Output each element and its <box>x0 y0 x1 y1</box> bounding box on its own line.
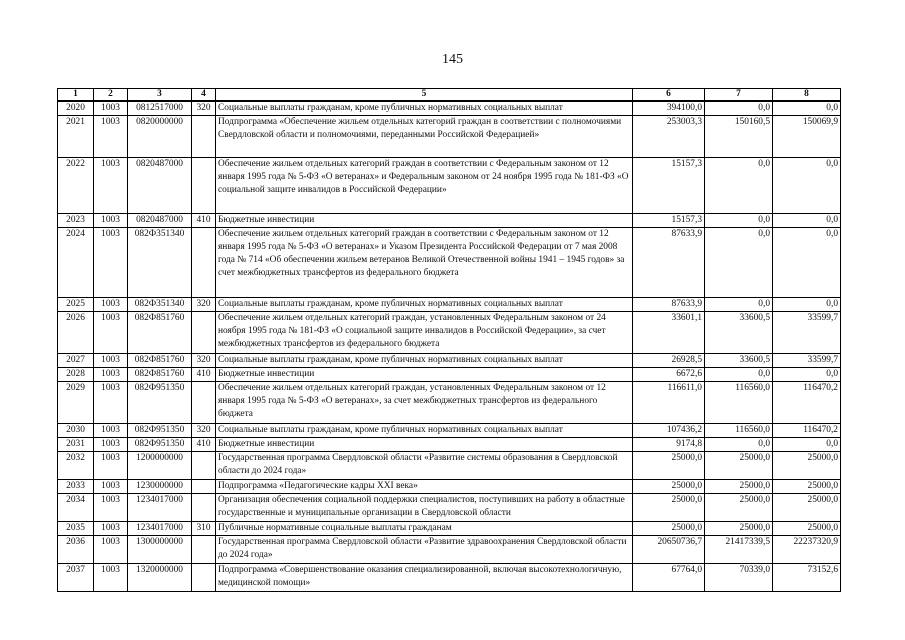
target-article-cell: 0820487000 <box>128 158 192 214</box>
amount-col7-cell: 25000,0 <box>705 480 773 494</box>
table-row <box>58 158 841 214</box>
section-code-cell: 1003 <box>94 228 128 298</box>
target-article-cell: 082Ф351340 <box>128 228 192 298</box>
amount-col8-cell: 25000,0 <box>773 522 841 536</box>
amount-col6-cell: 25000,0 <box>633 480 705 494</box>
section-code-cell: 1003 <box>94 424 128 438</box>
amount-col7-cell: 0,0 <box>705 158 773 214</box>
target-article-cell: 1200000000 <box>128 452 192 480</box>
amount-col8-cell: 22237320,9 <box>773 536 841 564</box>
row-number-cell: 2034 <box>58 494 94 522</box>
item-name-cell: Подпрограмма «Обеспечение жильем отдельных категорий граждан в соответствии с полномочиями Свердловской области и полномочиями, переданными Российской Федерацией» <box>216 116 633 158</box>
amount-col6-cell: 25000,0 <box>633 452 705 480</box>
target-article-cell: 082Ф951350 <box>128 438 192 452</box>
section-code-cell: 1003 <box>94 382 128 424</box>
target-article-cell: 1234017000 <box>128 522 192 536</box>
item-name-cell: Публичные нормативные социальные выплаты гражданам <box>216 522 633 536</box>
item-name-cell: Обеспечение жильем отдельных категорий граждан, установленных Федеральным законом от 24 ноября 1995 года № 181-ФЗ «О социальной защите инвалидов в Российской Федерации», за счет межбюджетных трансфертов из федерального бюджета <box>216 312 633 354</box>
amount-col6-cell: 25000,0 <box>633 522 705 536</box>
amount-col8-cell: 0,0 <box>773 228 841 298</box>
item-name-cell: Обеспечение жильем отдельных категорий граждан в соответствии с Федеральным законом от 12 января 1995 года № 5-ФЗ «О ветеранах» и Федеральным законом от 24 ноября 1995 года № 181-ФЗ «О социальной защите инвалидов в Российской Федерации» <box>216 158 633 214</box>
item-name-cell: Бюджетные инвестиции <box>216 214 633 228</box>
row-number-cell: 2035 <box>58 522 94 536</box>
amount-col6-cell: 26928,5 <box>633 354 705 368</box>
table-row <box>58 101 841 116</box>
amount-col7-cell: 33600,5 <box>705 312 773 354</box>
item-name-cell: Социальные выплаты гражданам, кроме публичных нормативных социальных выплат <box>216 101 633 116</box>
amount-col8-cell: 0,0 <box>773 438 841 452</box>
target-article-cell: 1320000000 <box>128 564 192 592</box>
expense-type-cell: 320 <box>192 354 216 368</box>
item-name-cell: Бюджетные инвестиции <box>216 438 633 452</box>
amount-col8-cell: 116470,2 <box>773 382 841 424</box>
section-code-cell: 1003 <box>94 522 128 536</box>
amount-col6-cell: 9174,8 <box>633 438 705 452</box>
section-code-cell: 1003 <box>94 101 128 116</box>
amount-col8-cell: 25000,0 <box>773 494 841 522</box>
amount-col6-cell: 87633,9 <box>633 228 705 298</box>
amount-col8-cell: 0,0 <box>773 101 841 116</box>
column-header: 5 <box>216 89 633 102</box>
item-name-cell: Государственная программа Свердловской области «Развитие здравоохранения Свердловской области до 2024 года» <box>216 536 633 564</box>
amount-col6-cell: 25000,0 <box>633 494 705 522</box>
amount-col7-cell: 25000,0 <box>705 494 773 522</box>
page-number: 145 <box>442 52 463 67</box>
amount-col8-cell: 0,0 <box>773 158 841 214</box>
expense-type-cell <box>192 536 216 564</box>
expense-type-cell <box>192 312 216 354</box>
table-row <box>58 298 841 312</box>
expense-type-cell: 320 <box>192 424 216 438</box>
row-number-cell: 2033 <box>58 480 94 494</box>
amount-col7-cell: 0,0 <box>705 101 773 116</box>
amount-col6-cell: 20650736,7 <box>633 536 705 564</box>
amount-col7-cell: 0,0 <box>705 438 773 452</box>
column-header: 4 <box>192 89 216 102</box>
column-header: 7 <box>705 89 773 102</box>
expense-type-cell: 410 <box>192 438 216 452</box>
section-code-cell: 1003 <box>94 368 128 382</box>
item-name-cell: Подпрограмма «Педагогические кадры XXI века» <box>216 480 633 494</box>
expense-type-cell: 320 <box>192 298 216 312</box>
column-header: 1 <box>58 89 94 102</box>
target-article-cell: 1300000000 <box>128 536 192 564</box>
target-article-cell: 082Ф851760 <box>128 312 192 354</box>
table-row <box>58 228 841 298</box>
target-article-cell: 0820000000 <box>128 116 192 158</box>
target-article-cell: 082Ф851760 <box>128 354 192 368</box>
amount-col7-cell: 116560,0 <box>705 382 773 424</box>
amount-col6-cell: 394100,0 <box>633 101 705 116</box>
amount-col7-cell: 70339,0 <box>705 564 773 592</box>
amount-col6-cell: 15157,3 <box>633 158 705 214</box>
row-number-cell: 2031 <box>58 438 94 452</box>
table-row <box>58 438 841 452</box>
row-number-cell: 2023 <box>58 214 94 228</box>
amount-col7-cell: 0,0 <box>705 214 773 228</box>
amount-col8-cell: 33599,7 <box>773 312 841 354</box>
section-code-cell: 1003 <box>94 564 128 592</box>
table-row <box>58 564 841 592</box>
expense-type-cell: 310 <box>192 522 216 536</box>
column-header: 2 <box>94 89 128 102</box>
target-article-cell: 082Ф951350 <box>128 424 192 438</box>
expense-type-cell: 410 <box>192 214 216 228</box>
item-name-cell: Организация обеспечения социальной поддержки специалистов, поступивших на работу в областные государственные и муниципальные организации в Свердловской области <box>216 494 633 522</box>
table-row <box>58 480 841 494</box>
section-code-cell: 1003 <box>94 116 128 158</box>
row-number-cell: 2032 <box>58 452 94 480</box>
amount-col6-cell: 107436,2 <box>633 424 705 438</box>
row-number-cell: 2021 <box>58 116 94 158</box>
amount-col8-cell: 116470,2 <box>773 424 841 438</box>
table-row <box>58 116 841 158</box>
amount-col8-cell: 25000,0 <box>773 452 841 480</box>
expense-type-cell <box>192 228 216 298</box>
header-row <box>58 89 841 102</box>
amount-col6-cell: 15157,3 <box>633 214 705 228</box>
section-code-cell: 1003 <box>94 214 128 228</box>
table-row <box>58 494 841 522</box>
row-number-cell: 2036 <box>58 536 94 564</box>
column-header: 6 <box>633 89 705 102</box>
row-number-cell: 2037 <box>58 564 94 592</box>
item-name-cell: Социальные выплаты гражданам, кроме публичных нормативных социальных выплат <box>216 354 633 368</box>
section-code-cell: 1003 <box>94 158 128 214</box>
amount-col7-cell: 0,0 <box>705 368 773 382</box>
section-code-cell: 1003 <box>94 354 128 368</box>
item-name-cell: Государственная программа Свердловской области «Развитие системы образования в Свердловской области до 2024 года» <box>216 452 633 480</box>
target-article-cell: 082Ф351340 <box>128 298 192 312</box>
amount-col7-cell: 25000,0 <box>705 522 773 536</box>
amount-col8-cell: 0,0 <box>773 368 841 382</box>
section-code-cell: 1003 <box>94 312 128 354</box>
amount-col7-cell: 150160,5 <box>705 116 773 158</box>
amount-col8-cell: 0,0 <box>773 214 841 228</box>
budget-table <box>57 88 841 592</box>
target-article-cell: 0812517000 <box>128 101 192 116</box>
amount-col7-cell: 0,0 <box>705 228 773 298</box>
expense-type-cell <box>192 494 216 522</box>
row-number-cell: 2029 <box>58 382 94 424</box>
target-article-cell: 082Ф851760 <box>128 368 192 382</box>
row-number-cell: 2022 <box>58 158 94 214</box>
expense-type-cell <box>192 382 216 424</box>
row-number-cell: 2024 <box>58 228 94 298</box>
table-row <box>58 214 841 228</box>
item-name-cell: Обеспечение жильем отдельных категорий граждан в соответствии с Федеральным законом от 12 января 1995 года № 5-ФЗ «О ветеранах» и Указом Президента Российской Федерации от 7 мая 2008 года № 714 «Об обеспечении жильем ветеранов Великой Отечественной войны 1941 – 1945 годов» за счет межбюджетных трансфертов из федерального бюджета <box>216 228 633 298</box>
amount-col6-cell: 116611,0 <box>633 382 705 424</box>
item-name-cell: Обеспечение жильем отдельных категорий граждан, установленных Федеральным законом от 12 января 1995 года № 5-ФЗ «О ветеранах», за счет межбюджетных трансфертов из федерального бюджета <box>216 382 633 424</box>
table-row <box>58 522 841 536</box>
section-code-cell: 1003 <box>94 536 128 564</box>
section-code-cell: 1003 <box>94 480 128 494</box>
expense-type-cell <box>192 452 216 480</box>
row-number-cell: 2028 <box>58 368 94 382</box>
table-row <box>58 452 841 480</box>
section-code-cell: 1003 <box>94 494 128 522</box>
item-name-cell: Социальные выплаты гражданам, кроме публичных нормативных социальных выплат <box>216 298 633 312</box>
row-number-cell: 2025 <box>58 298 94 312</box>
amount-col7-cell: 116560,0 <box>705 424 773 438</box>
expense-type-cell: 320 <box>192 101 216 116</box>
target-article-cell: 1230000000 <box>128 480 192 494</box>
section-code-cell: 1003 <box>94 298 128 312</box>
table-row <box>58 368 841 382</box>
amount-col8-cell: 150069,9 <box>773 116 841 158</box>
expense-type-cell <box>192 480 216 494</box>
amount-col7-cell: 0,0 <box>705 298 773 312</box>
amount-col6-cell: 87633,9 <box>633 298 705 312</box>
section-code-cell: 1003 <box>94 452 128 480</box>
expense-type-cell <box>192 116 216 158</box>
table-row <box>58 536 841 564</box>
table-row <box>58 424 841 438</box>
row-number-cell: 2020 <box>58 101 94 116</box>
amount-col7-cell: 21417339,5 <box>705 536 773 564</box>
amount-col7-cell: 33600,5 <box>705 354 773 368</box>
item-name-cell: Социальные выплаты гражданам, кроме публичных нормативных социальных выплат <box>216 424 633 438</box>
expense-type-cell <box>192 158 216 214</box>
amount-col6-cell: 253003,3 <box>633 116 705 158</box>
table-row <box>58 354 841 368</box>
amount-col8-cell: 33599,7 <box>773 354 841 368</box>
target-article-cell: 1234017000 <box>128 494 192 522</box>
row-number-cell: 2026 <box>58 312 94 354</box>
item-name-cell: Подпрограмма «Совершенствование оказания специализированной, включая высокотехнологичную, медицинской помощи» <box>216 564 633 592</box>
expense-type-cell <box>192 564 216 592</box>
table-row <box>58 382 841 424</box>
row-number-cell: 2027 <box>58 354 94 368</box>
column-header: 8 <box>773 89 841 102</box>
amount-col7-cell: 25000,0 <box>705 452 773 480</box>
amount-col6-cell: 6672,6 <box>633 368 705 382</box>
section-code-cell: 1003 <box>94 438 128 452</box>
amount-col8-cell: 73152,6 <box>773 564 841 592</box>
row-number-cell: 2030 <box>58 424 94 438</box>
target-article-cell: 082Ф951350 <box>128 382 192 424</box>
amount-col6-cell: 33601,1 <box>633 312 705 354</box>
target-article-cell: 0820487000 <box>128 214 192 228</box>
column-header: 3 <box>128 89 192 102</box>
amount-col8-cell: 0,0 <box>773 298 841 312</box>
amount-col6-cell: 67764,0 <box>633 564 705 592</box>
item-name-cell: Бюджетные инвестиции <box>216 368 633 382</box>
table-row <box>58 312 841 354</box>
expense-type-cell: 410 <box>192 368 216 382</box>
amount-col8-cell: 25000,0 <box>773 480 841 494</box>
